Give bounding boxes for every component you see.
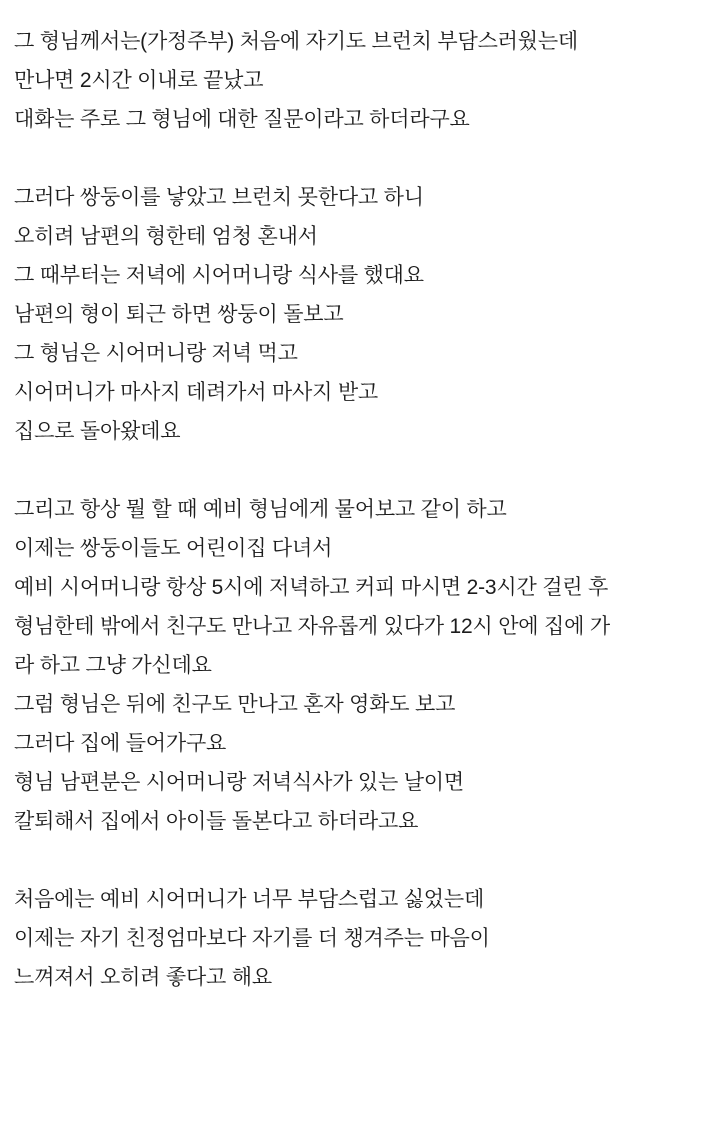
text-line: 남편의 형이 퇴근 하면 쌍둥이 돌보고 (14, 303, 344, 326)
text-line: 그러다 집에 들어가구요 (14, 732, 227, 755)
text-line: 처음에는 예비 시어머니가 너무 부담스럽고 싫었는데 (14, 888, 485, 911)
paragraph-3 (14, 490, 706, 841)
text-line: 그 때부터는 저녁에 시어머니랑 식사를 했대요 (14, 264, 424, 287)
text-line: 그리고 항상 뭘 할 때 예비 형님에게 물어보고 같이 하고 (14, 498, 507, 521)
text-line: 예비 시어머니랑 항상 5시에 저녁하고 커피 마시면 2-3시간 걸린 후 (14, 576, 609, 599)
paragraph-spacer (14, 451, 706, 490)
paragraph-2 (14, 178, 706, 451)
text-line: 그 형님께서는(가정주부) 처음에 자기도 브런치 부담스러웠는데 (14, 30, 578, 53)
text-line: 이제는 자기 친정엄마보다 자기를 더 챙겨주는 마음이 (14, 927, 490, 950)
text-line: 그 형님은 시어머니랑 저녁 먹고 (14, 342, 298, 365)
text-line: 대화는 주로 그 형님에 대한 질문이라고 하더라구요 (14, 108, 470, 131)
paragraph-1 (14, 22, 706, 139)
post-body (14, 22, 706, 997)
text-line: 이제는 쌍둥이들도 어린이집 다녀서 (14, 537, 333, 560)
text-line: 형님 남편분은 시어머니랑 저녁식사가 있는 날이면 (14, 771, 464, 794)
text-line: 만나면 2시간 이내로 끝났고 (14, 69, 264, 92)
paragraph-spacer (14, 139, 706, 178)
paragraph-4 (14, 880, 706, 997)
text-line: 칼퇴해서 집에서 아이들 돌본다고 하더라고요 (14, 810, 419, 833)
text-line: 오히려 남편의 형한테 엄청 혼내서 (14, 225, 318, 248)
paragraph-spacer (14, 841, 706, 880)
text-line: 집으로 돌아왔데요 (14, 420, 181, 443)
text-line: 느껴져서 오히려 좋다고 해요 (14, 966, 272, 989)
text-line: 형님한테 밖에서 친구도 만나고 자유롭게 있다가 12시 안에 집에 가 (14, 615, 610, 638)
text-line: 시어머니가 마사지 데려가서 마사지 받고 (14, 381, 378, 404)
text-line: 라 하고 그냥 가신데요 (14, 654, 212, 677)
text-line: 그러다 쌍둥이를 낳았고 브런치 못한다고 하니 (14, 186, 424, 209)
text-line: 그럼 형님은 뒤에 친구도 만나고 혼자 영화도 보고 (14, 693, 456, 716)
